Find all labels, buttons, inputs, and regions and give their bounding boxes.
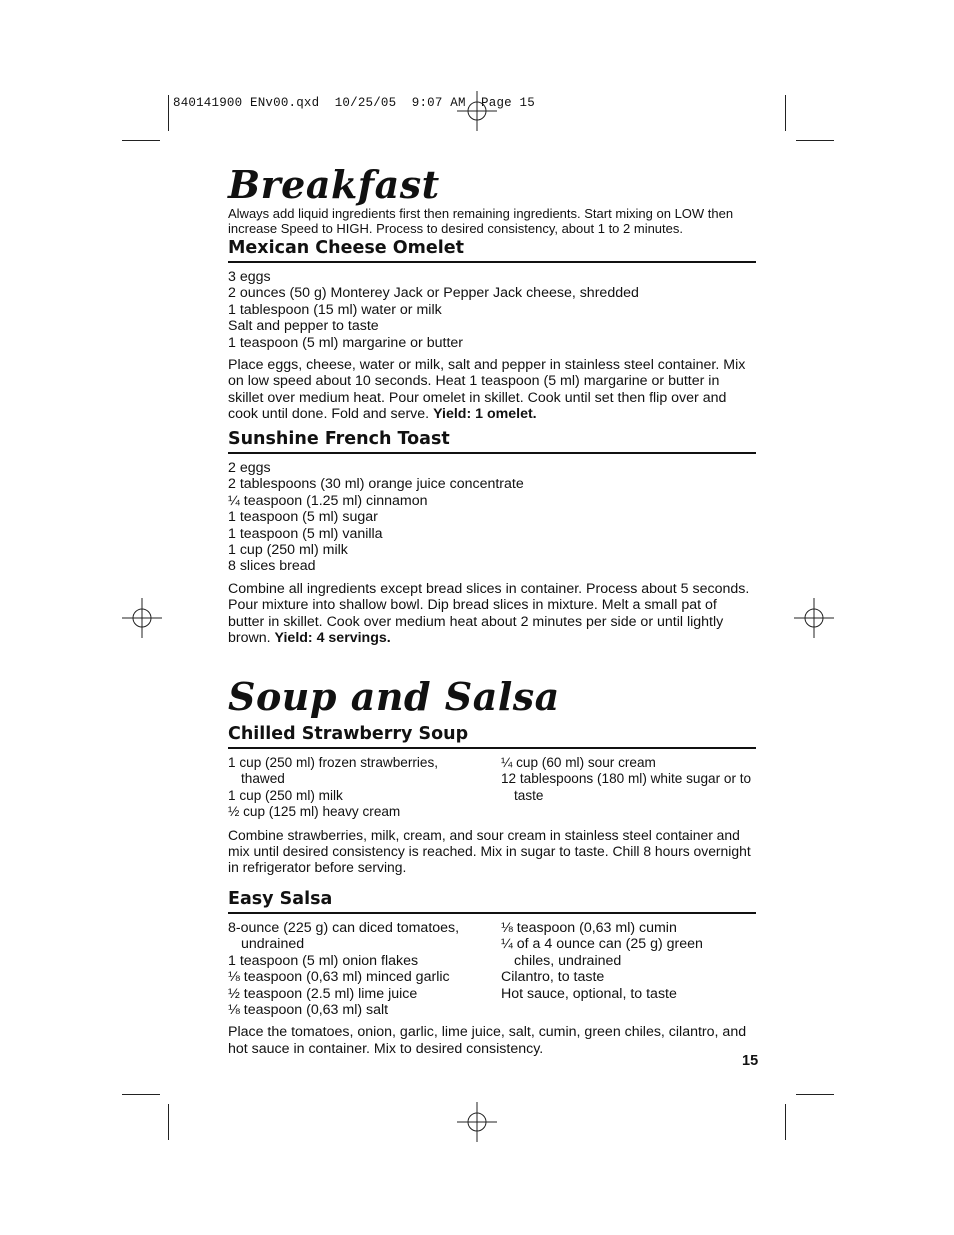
ingredient: Hot sauce, optional, to taste — [501, 985, 677, 1002]
recipe-heading: Mexican Cheese Omelet — [228, 237, 756, 263]
crop-mark — [796, 140, 834, 141]
ingredient: ¼ cup (60 ml) sour cream — [501, 755, 656, 770]
ingredient: Salt and pepper to taste — [228, 318, 379, 335]
directions: Place the tomatoes, onion, garlic, lime juice, salt, cumin, green chiles, cilantro, and hot sauce in container. Mix to desired consistency. — [228, 1024, 747, 1057]
ingredient: ¼ of a 4 ounce can (25 g) green chiles, undrained — [501, 936, 703, 969]
recipe-heading: Chilled Strawberry Soup — [228, 723, 756, 749]
soup-salsa-section — [228, 675, 756, 719]
recipe-chilled-strawberry-soup — [228, 723, 756, 876]
ingredient: ⅛ teaspoon (0,63 ml) cumin — [501, 920, 677, 936]
ingredient: ⅛ teaspoon (0,63 ml) minced garlic — [228, 969, 450, 986]
ingredient-list-right — [501, 920, 756, 1018]
crop-mark — [796, 1094, 834, 1095]
ingredient: 2 ounces (50 g) Monterey Jack or Pepper Jack cheese, shredded — [228, 285, 639, 302]
ingredient: 3 eggs — [228, 269, 271, 285]
crop-mark — [168, 1104, 169, 1140]
recipe-heading: Easy Salsa — [228, 888, 756, 914]
ingredient: 1 cup (250 ml) milk — [228, 787, 343, 803]
recipe-easy-salsa — [228, 888, 756, 1057]
directions: Combine strawberries, milk, cream, and sour cream in stainless steel container and mix until desired consistency is reached. Mix in sugar to taste. Chill 8 hours overnight in refrigerator before serving. — [228, 826, 751, 876]
registration-mark-icon — [122, 598, 162, 638]
crop-mark — [785, 1104, 786, 1140]
directions — [228, 581, 756, 647]
ingredient: ½ cup (125 ml) heavy cream — [228, 804, 401, 820]
ingredient: 1 teaspoon (5 ml) sugar — [228, 509, 378, 526]
recipe-heading: Sunshine French Toast — [228, 428, 756, 454]
ingredient: 1 teaspoon (5 ml) vanilla — [228, 525, 383, 542]
breakfast-section — [228, 163, 756, 236]
ingredient: 2 eggs — [228, 460, 271, 476]
recipe-sunshine-french-toast — [228, 428, 756, 646]
ingredient: 2 tablespoons (30 ml) orange juice concentrate — [228, 476, 524, 493]
page-number: 15 — [742, 1053, 759, 1069]
directions — [228, 357, 756, 423]
registration-mark-icon — [794, 598, 834, 638]
recipe-mexican-cheese-omelet — [228, 237, 756, 423]
ingredient: 8 slices bread — [228, 558, 316, 575]
ingredient-list-left — [228, 920, 501, 1018]
ingredient: ¼ teaspoon (1.25 ml) cinnamon — [228, 492, 428, 509]
ingredient: 12 tablespoons (180 ml) white sugar or to taste — [501, 771, 752, 803]
ingredient: 1 tablespoon (15 ml) water or milk — [228, 301, 442, 318]
ingredient-list-left — [228, 755, 501, 821]
ingredient: 1 cup (250 ml) frozen strawberries, thawed — [228, 755, 439, 787]
printer-slug: 840141900 ENv00.qxd 10/25/05 9:07 AM Page 15 — [173, 96, 535, 110]
ingredient-list — [228, 269, 756, 351]
breakfast-title: Breakfast — [228, 162, 440, 207]
ingredient: 1 teaspoon (5 ml) margarine or butter — [228, 334, 463, 351]
breakfast-intro: Always add liquid ingredients first then remaining ingredients. Start mixing on LOW then increase Speed to HIGH. Process to desired consistency, about 1 to 2 minutes. — [228, 206, 734, 236]
ingredient: ⅛ teaspoon (0,63 ml) salt — [228, 1002, 389, 1019]
ingredient: 1 cup (250 ml) milk — [228, 542, 348, 559]
crop-mark — [785, 95, 786, 131]
yield: Yield: 1 omelet. — [433, 406, 537, 423]
ingredient: 8-ounce (225 g) can diced tomatoes, undrained — [228, 920, 460, 953]
ingredient: ½ teaspoon (2.5 ml) lime juice — [228, 985, 418, 1002]
crop-mark — [122, 140, 160, 141]
registration-mark-icon — [457, 1102, 497, 1142]
crop-mark — [122, 1094, 160, 1095]
crop-mark — [168, 95, 169, 131]
ingredient-columns — [228, 920, 756, 1018]
ingredient-list — [228, 460, 756, 575]
ingredient-list-right — [501, 755, 756, 821]
directions-text: Place eggs, cheese, water or milk, salt and pepper in stainless steel container. Mix on low speed about 10 seconds. Heat 1 teaspoon (5 ml) margarine or butter in skillet over medium heat. Pour omelet in skillet. Cook until set then flip over and cook until done. Fold and serve. — [228, 357, 746, 423]
registration-mark-icon — [457, 91, 497, 131]
ingredient: 1 teaspoon (5 ml) onion flakes — [228, 952, 419, 969]
yield: Yield: 4 servings. — [274, 630, 391, 647]
ingredient-columns — [228, 755, 756, 821]
soup-salsa-title: Soup and Salsa — [228, 674, 560, 719]
directions-text: Combine all ingredients except bread slices in container. Process about 5 seconds. Pour mixture into shallow bowl. Dip bread slices in mixture. Melt a small pat of butter in skillet. Cook over medium heat about 2 minutes per side or until lightly brown. — [228, 580, 750, 647]
ingredient: Cilantro, to taste — [501, 969, 605, 986]
